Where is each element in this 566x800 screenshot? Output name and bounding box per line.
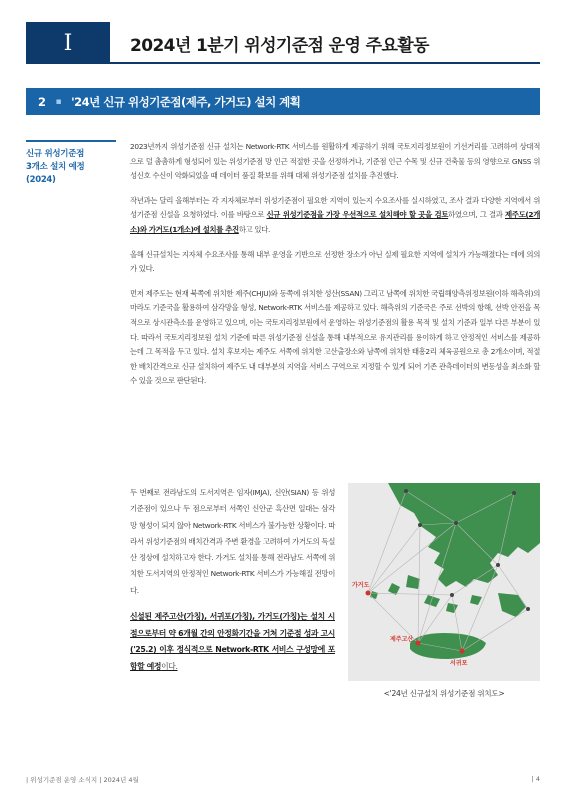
section-number: 2: [38, 94, 46, 109]
paragraph-6-end: 이다.: [161, 661, 178, 671]
section-bullet: ▪: [55, 96, 62, 107]
section-title-bar: [26, 88, 540, 115]
gageodo-point: [366, 591, 371, 596]
side-note: [26, 140, 116, 187]
seogwipo-point: [460, 649, 465, 654]
side-note-line1: 신규 위성기준점: [26, 149, 85, 159]
side-note-line2: 3개소 설치 예정: [26, 162, 85, 172]
existing-station-point: [512, 491, 516, 495]
existing-station-point: [450, 593, 454, 597]
body-text: [130, 140, 540, 399]
seogwipo-label: 서귀포: [450, 660, 468, 667]
paragraph-4: 먼저 제주도는 현재 북쪽에 위치한 제주(CHJU)와 동쪽에 위치한 성산(SSAN) 그리고 남쪽에 위치한 국립해양측위정보원(이하 해측위)의 마라도 기준국을 활용하여 삼각망을 형성, Network-RTK 서비스를 제공하고 있다. 해측위의 기준국은 주로 선박의 항해, 선박 안전을 목적으로 상시관측소를 운영하고 있으며, 이는 국토지리정보원에서 운영하는 위성기준점의 활용 목적 및 설치 기준과 일부 다른 부분이 있다. 따라서 국토지리정보원 설치 기준에 따른 위성기준점 신설을 통해 내부적으로 유지관리를 용이하게 하고 안정적인 서비스를 제공하는데 그 목적을 두고 있다. 설치 후보지는 제주도 서쪽에 위치한 고산출장소와 남쪽에 위치한 태흥2리 체육공원으로 총 2개소이며, 적절한 배치간격으로 신규 설치하여 제주도 내 대부분의 지역을 서비스 구역으로 지정할 수 있게 되어 기존 관측데이터의 변동성을 최소화 할 수 있을 것으로 판단된다.: [130, 288, 540, 386]
paragraph-2-text: 작년과는 달리 올해부터는 각 지자체로부터 위성기준점이 필요한 지역이 있는지 수요조사를 실시하였고, 조사 결과 다양한 지역에서 위성기준점 신설을 요청하였다. 이를 바탕으로: [130, 195, 540, 220]
left-column-text: [130, 485, 335, 675]
existing-station-point: [526, 607, 530, 611]
side-note-line3: (2024): [26, 175, 56, 185]
existing-station-point: [454, 521, 458, 525]
paragraph-2-highlight-1: 신규 위성기준점을 가장 우선적으로 설치해야 할 곳을 검토: [266, 210, 449, 220]
paragraph-2: [130, 194, 540, 238]
header-rule: [110, 62, 540, 64]
jeju-gosan-label: 제주고산: [390, 636, 414, 643]
gageodo-label: 가거도: [352, 582, 370, 589]
paragraph-2-highlight-2: 제주도(2개소)와 가거도(1개소)에 설치를 추진: [130, 210, 540, 234]
location-map-svg: [348, 483, 540, 681]
existing-station-point: [418, 523, 422, 527]
page-title: 2024년 1분기 위성기준점 운영 주요활동: [130, 35, 429, 56]
paragraph-6-highlight: 신설된 제주고산(가칭), 서귀포(가칭), 가거도(가칭)는 설치 시점으로부터 약 6개월 간의 안정화기간을 거쳐 기준점 성과 고시('25.2) 이후 정식적으로 Network-RTK 서비스 구성망에 포함할 예정: [130, 612, 335, 671]
existing-station-point: [404, 489, 408, 493]
footer-publication: | 위성기준점 운영 소식지 | 2024년 4월: [26, 776, 139, 784]
paragraph-5: 두 번째로 전라남도의 도서지역은 임자(IMJA), 신안(SIAN) 등 위성기준점이 있으나 두 점으로부터 서쪽인 신안군 흑산면 일대는 삼각망 형성이 되지 않아 Network-RTK 서비스가 불가능한 상황이다. 따라서 위성기준점의 배치간격과 주변 환경을 고려하여 가거도의 독실산 정상에 설치하고자 한다. 가거도 설치를 통해 전라남도 서쪽에 위치한 도서지역의 안정적인 Network-RTK 서비스가 가능해질 전망이다.: [130, 488, 335, 595]
paragraph-2-text-3: 하고 있다.: [238, 224, 270, 234]
paragraph-2-text-2: 하였으며, 그 결과: [448, 210, 506, 220]
jeju-gosan-point: [416, 641, 421, 646]
chapter-header: [26, 22, 540, 64]
map-caption: <'24년 신규설치 위성기준점 위치도>: [383, 689, 505, 698]
paragraph-1: 2023년까지 위성기준점 신규 설치는 Network-RTK 서비스를 원활하게 제공하기 위해 국토지리정보원이 기선거리를 고려하여 상대적으로 덜 촘촘하게 형성되어 있는 위성기준점 망 인근 적절한 곳을 선정하거나, 기준점 인근 수목 및 신규 건축물 등의 영향으로 GNSS 위성신호 수신이 악화되었을 때 데이터 품질 확보를 위해 대체 위성기준점 설치를 추진했다.: [130, 142, 540, 181]
paragraph-6: [130, 609, 335, 675]
location-map: [348, 483, 540, 681]
paragraph-3: 올해 신규설치는 지자체 수요조사를 통해 내부 운영을 기반으로 선정한 장소가 아닌 실제 필요한 지역에 설치가 가능해졌다는 데에 의의가 있다.: [130, 249, 540, 274]
page-number: | 4: [531, 775, 540, 783]
section-title: '24년 신규 위성기준점(제주, 가거도) 설치 계획: [71, 94, 301, 109]
existing-station-point: [496, 563, 500, 567]
chapter-number: I: [26, 22, 110, 64]
